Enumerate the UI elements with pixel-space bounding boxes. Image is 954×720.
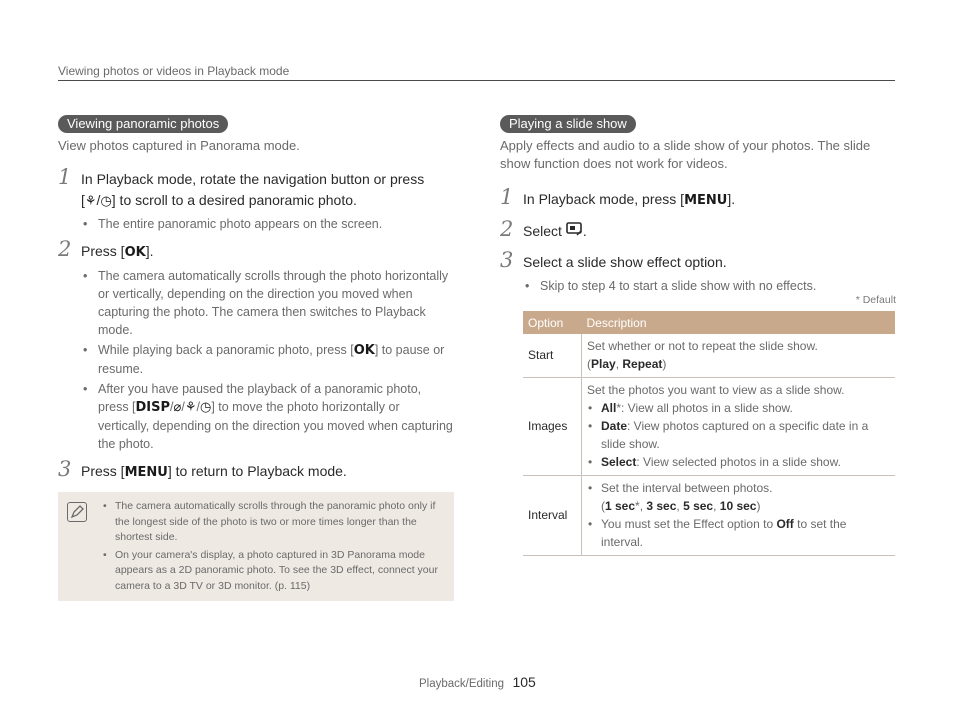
macro-icon: ⚘ [84, 193, 97, 208]
step-3-panoramic: 3 Press [MENU] to return to Playback mode. [58, 457, 347, 481]
page-header [58, 62, 895, 81]
timer-icon: ◷ [100, 193, 112, 208]
step-1-panoramic: 1 In Playback mode, rotate the navigation button or press [⚘/◷] to scroll to a desired panoramic photo. • The entire panoramic photo appears on the screen. [58, 169, 454, 233]
note-box [58, 492, 454, 601]
page-footer [419, 674, 536, 692]
note-item: • The camera automatically scrolls through the panoramic photo only if the longest side of the photo is two or more times longer than the shortest side. [103, 499, 438, 546]
intro-panoramic: View photos captured in Panorama mode. [58, 138, 300, 153]
step-number: 1 [500, 185, 514, 209]
section-title-slideshow: Playing a slide show [500, 115, 636, 133]
left-column [58, 115, 454, 483]
ok-key: OK [353, 343, 375, 358]
step-number: 3 [58, 457, 72, 481]
list-item: • Date: View photos captured on a specific date in a slide show. [587, 417, 890, 453]
column-header: Description [582, 311, 896, 334]
menu-key: MENU [124, 465, 168, 480]
section-title-panoramic: Viewing panoramic photos [58, 115, 228, 133]
step-number: 2 [500, 217, 514, 241]
list-item: • Set the interval between photos. (1 sec*, 3 sec, 5 sec, 10 sec) [587, 479, 890, 515]
table-row: Interval • Set the interval between photos. (1 sec*, 3 sec, 5 sec, 10 sec) • You must set the Effect option to Off to set the interval. [523, 476, 895, 556]
list-item: • Skip to step 4 to start a slide show with no effects. [523, 277, 896, 295]
header-title: Viewing photos or videos in Playback mode [58, 64, 290, 78]
default-note: * Default [855, 294, 896, 306]
step-number: 3 [500, 248, 514, 272]
menu-key: MENU [684, 193, 728, 208]
step-3-slideshow: 3 Select a slide show effect option. • Skip to step 4 to start a slide show with no effects. [500, 252, 896, 295]
step-number: 2 [58, 237, 72, 261]
list-item: • While playing back a panoramic photo, press [OK] to pause or resume. [81, 341, 454, 378]
list-item: • Select: View selected photos in a slide show. [587, 453, 890, 471]
timer-icon: ◷ [199, 399, 212, 414]
disp-key: DISP [135, 400, 171, 415]
page-number: 105 [512, 674, 536, 690]
options-table [523, 311, 895, 556]
table-header [523, 311, 895, 334]
flash-icon: ⌀ [173, 399, 182, 414]
step-number: 1 [58, 165, 72, 189]
note-item: • On your camera's display, a photo captured in 3D Panorama mode appears as a 2D panoramic photo. To see the 3D effect, connect your camera to a 3D TV or 3D monitor. (p. 115) [103, 548, 438, 595]
note-icon [67, 502, 87, 522]
list-item: • After you have paused the playback of a panoramic photo, press [DISP/⌀/⚘/◷] to move the photo horizontally or vertically, depending on the direction you moved when capturing the photo. [81, 380, 454, 453]
ok-key: OK [124, 245, 146, 260]
list-item: • The entire panoramic photo appears on the screen. [81, 215, 454, 233]
table-row: Images Set the photos you want to view as a slide show. • All*: View all photos in a slide show. • Date: View photos captured on a specific date in a slide show. • Select: View selected photos in a slide show. [523, 378, 895, 476]
footer-label: Playback/Editing [419, 678, 505, 690]
step-1-slideshow: 1 In Playback mode, press [MENU]. [500, 185, 736, 209]
intro-slideshow: Apply effects and audio to a slide show of your photos. The slide show function does not work for videos. [500, 138, 871, 171]
list-item: • You must set the Effect option to Off to set the interval. [587, 515, 890, 551]
table-row: Start Set whether or not to repeat the slide show. (Play, Repeat) [523, 334, 895, 378]
macro-icon: ⚘ [184, 399, 197, 414]
step-2-slideshow: 2 Select . [500, 217, 587, 241]
list-item: • All*: View all photos in a slide show. [587, 399, 890, 417]
column-header: Option [523, 311, 582, 334]
step-2-panoramic: 2 Press [OK]. • The camera automatically scrolls through the photo horizontally or vertically, depending on the direction you moved when capturing the photo. The camera then switches to Playback mode. • While playing back a panoramic photo, press [OK] to pause or resume. • After you have paused the playback of a panoramic photo, press [DISP/⌀/⚘/◷] to move the photo horizontally or vertically, depending on the direction you moved when capturing the photo. [58, 241, 454, 453]
right-column [500, 115, 896, 297]
list-item: • The camera automatically scrolls through the photo horizontally or vertically, depending on the direction you moved when capturing the photo. The camera then switches to Playback mode. [81, 267, 454, 339]
slideshow-icon [566, 221, 583, 242]
